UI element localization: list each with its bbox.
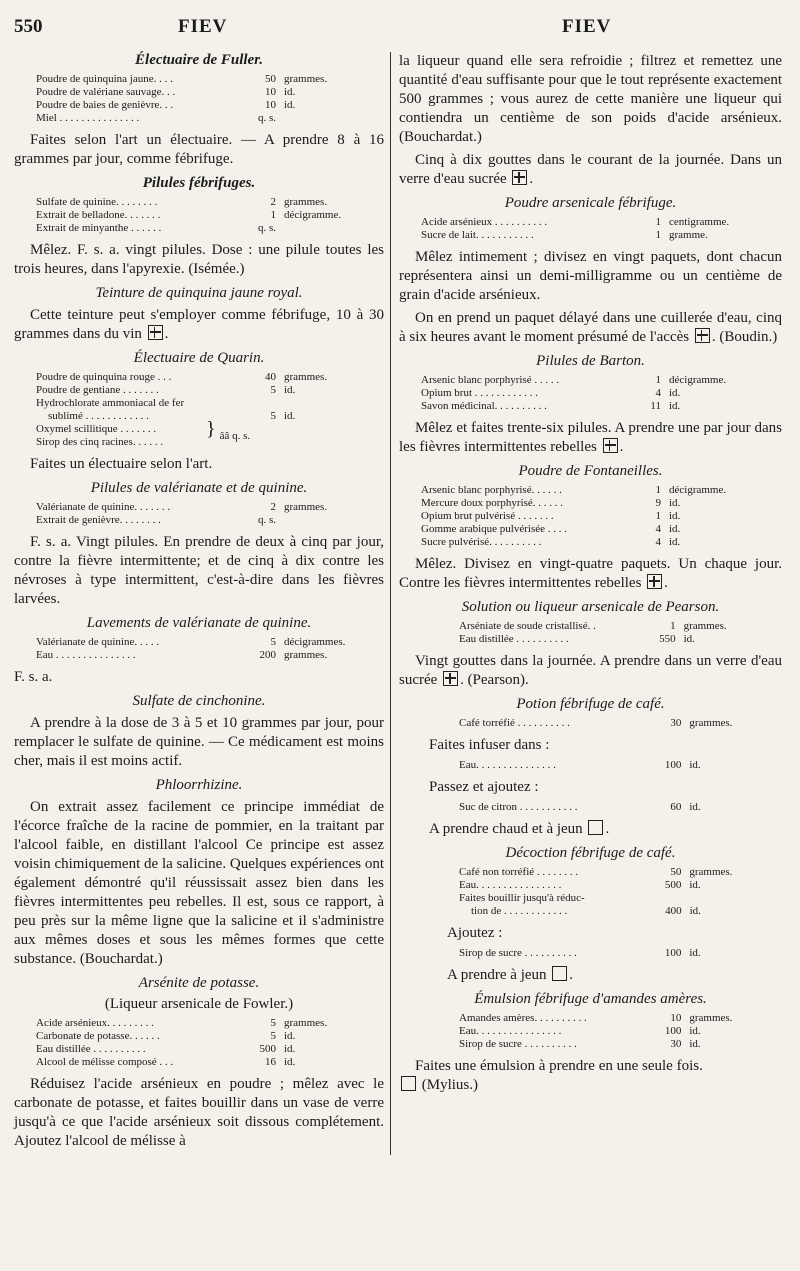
- page-header: [14, 16, 786, 46]
- paragraph: Mêlez intimement ; divisez en vingt paquets, dont chacun représentera ainsi un demi-milligramme ou un centième de grain d'acide arsénieux.: [399, 249, 782, 303]
- paragraph: Ajoutez :: [447, 925, 503, 941]
- paragraph: On en prend un paquet délayé dans une cuillerée d'eau, cinq à six heures avant le moment présumé de l'accès . (Boudin.): [399, 310, 782, 345]
- columns: [14, 52, 790, 1155]
- running-head-left: FIEV: [178, 16, 228, 37]
- ingredient-row: Opium brut . . . . . . . . . . . . 4 id.: [421, 387, 681, 399]
- paragraph: A prendre chaud et à jeun .: [429, 821, 610, 837]
- ingredient-row: Opium brut pulvérisé . . . . . . . 1 id.: [421, 510, 681, 522]
- cross-box-icon: [695, 328, 710, 343]
- ingredient-row: Café torréfié . . . . . . . . . . 30 grammes.: [459, 717, 733, 729]
- ingredient-row: Sucre pulvérisé. . . . . . . . . . 4 id.: [421, 536, 681, 548]
- ingredient-row: Sulfate de quinine. . . . . . . . 2 grammes.: [36, 196, 328, 208]
- section-subtitle: (Liqueur arsenicale de Fowler.): [104, 996, 294, 1012]
- section-title: Sulfate de cinchonine.: [132, 693, 266, 709]
- ingredient-list: [36, 196, 384, 235]
- paragraph: F. s. a. Vingt pilules. En prendre de deux à cinq par jour, contre la fièvre intermittente; et de cinq à dix contre les névroses à type intermittent, c'est-à-dire dans les fièvres larvées.: [14, 534, 384, 607]
- section-title: Électuaire de Fuller.: [135, 52, 263, 68]
- ingredient-row: sublimé . . . . . . . . . . . . 5 id.: [48, 410, 296, 422]
- ingredient-row: Acide arsénieux. . . . . . . . . 5 grammes.: [36, 1017, 328, 1029]
- ingredient-row: Suc de citron . . . . . . . . . . . 60 id.: [459, 801, 701, 813]
- ingredient-row: Acide arsénieux . . . . . . . . . . 1 centigramme.: [421, 216, 730, 228]
- ingredient-row: Valérianate de quinine. . . . . . . 2 grammes.: [36, 501, 328, 513]
- ingredient-list: [459, 947, 782, 960]
- ingredient-row: Valérianate de quinine. . . . . 5 décigrammes.: [36, 636, 346, 648]
- ingredient-row: Extrait de belladone. . . . . . . 1 décigramme.: [36, 209, 342, 221]
- section-title: Poudre de Fontaneilles.: [518, 463, 663, 479]
- ingredient-row: Amandes amères. . . . . . . . . . 10 grammes.: [459, 1012, 733, 1024]
- section-title: Émulsion fébrifuge d'amandes amères.: [474, 991, 707, 1007]
- ingredient-row: Hydrochlorate ammoniacal de fer: [36, 397, 185, 409]
- ingredient-row: Eau distillée . . . . . . . . . . 500 id.: [36, 1043, 296, 1055]
- section-title: Arsénite de potasse.: [138, 975, 260, 991]
- ingredient-row: Extrait de minyanthe . . . . . . q. s.: [36, 222, 276, 234]
- section-title: Pilules de valérianate et de quinine.: [90, 480, 308, 496]
- ingredient-row: Mercure doux porphyrisé. . . . . . 9 id.: [421, 497, 681, 509]
- ingredient-row: Sucre de lait. . . . . . . . . . . 1 gramme.: [421, 229, 708, 241]
- ingredient-row: Eau. . . . . . . . . . . . . . . 100 id.: [459, 759, 701, 771]
- ingredient-list: [36, 636, 384, 662]
- ingredient-list: [421, 374, 782, 413]
- empty-box-icon: [552, 966, 567, 981]
- ingredient-row: Eau . . . . . . . . . . . . . . . 200 grammes.: [36, 649, 328, 661]
- cross-box-icon: [443, 671, 458, 686]
- ingredient-list: [459, 801, 782, 814]
- paragraph: Mêlez et faites trente-six pilules. A prendre une par jour dans les fièvres intermittentes rebelles .: [399, 420, 782, 455]
- ingredient-row: Eau distillée . . . . . . . . . . 550 id.: [459, 633, 695, 645]
- section-title: Pilules de Barton.: [536, 353, 645, 369]
- paragraph: Faites selon l'art un électuaire. — A prendre 8 à 16 grammes par jour, comme fébrifuge.: [14, 132, 384, 167]
- ingredient-row-braced: Oxymel scillitique . . . . . . . Sirop des cinq racines. . . . . . } ââ q. s.: [36, 418, 251, 448]
- paragraph: Mêlez. Divisez en vingt-quatre paquets. Un chaque jour. Contre les fièvres intermittentes rebelles .: [399, 556, 782, 591]
- cross-box-icon: [647, 574, 662, 589]
- ingredient-row: Savon médicinal. . . . . . . . . . 11 id.: [421, 400, 681, 412]
- ingredient-list: [459, 866, 782, 918]
- cross-box-icon: [148, 325, 163, 340]
- section-title: Teinture de quinquina jaune royal.: [95, 285, 303, 301]
- ingredient-list: [36, 73, 384, 125]
- ingredient-row: Poudre de quinquina rouge . . . 40 grammes.: [36, 371, 328, 383]
- ingredient-row: Sirop de sucre . . . . . . . . . . 100 id.: [459, 947, 701, 959]
- paragraph: Faites une émulsion à prendre en une seule fois. (Mylius.): [399, 1057, 782, 1095]
- ingredient-row: Arséniate de soude cristallisé. . 1 grammes.: [459, 620, 727, 632]
- ingredient-row: Café non torréfié . . . . . . . . 50 grammes.: [459, 866, 733, 878]
- section-title: Décoction fébrifuge de café.: [505, 845, 676, 861]
- ingredient-list: [459, 1012, 782, 1051]
- ingredient-row: Extrait de genièvre. . . . . . . . q. s.: [36, 514, 276, 526]
- paragraph: Cinq à dix gouttes dans le courant de la journée. Dans un verre d'eau sucrée .: [399, 152, 782, 187]
- ingredient-list: [421, 216, 782, 242]
- ingredient-row: tion de . . . . . . . . . . . . 400 id.: [471, 905, 701, 917]
- section-title: Poudre arsenicale fébrifuge.: [504, 195, 677, 211]
- ingredient-row: Poudre de valériane sauvage. . . 10 id.: [36, 86, 296, 98]
- ingredient-row: Faites bouillir jusqu'à réduc-: [459, 892, 585, 904]
- ingredient-row: Poudre de gentiane . . . . . . . 5 id.: [36, 384, 296, 396]
- ingredient-row: Alcool de mélisse composé . . . 16 id.: [36, 1056, 296, 1068]
- running-head-right: FIEV: [562, 16, 612, 37]
- paragraph: On extrait assez facilement ce principe immédiat de l'écorce fraîche de la racine de pommier, en la traitant par l'alcool faible, en distillant l'alcool Ce principe est assez voisin chimiquement de la salicine. Quelques expériences ont également démontré qu'il réussissait assez bien dans les fièvres intermittentes peu rebelles. Il est, sous ce rapport, à peu près sur la même ligne que la salicine et il s'administre aux mêmes doses et sous les mêmes formes que cette substance. (Bouchardat.): [14, 799, 384, 967]
- ingredient-row: Arsenic blanc porphyrisé. . . . . . 1 décigramme.: [421, 484, 727, 496]
- ingredient-row: Eau. . . . . . . . . . . . . . . . 500 id.: [459, 879, 701, 891]
- ingredient-list: [459, 620, 782, 646]
- paragraph: Réduisez l'acide arsénieux en poudre ; mêlez avec le carbonate de potasse, et faites bouillir dans un vase de verre jusqu'à ce que l'acide arsénieux soit dissous complétement. Ajoutez l'alcool de mélisse à: [14, 1076, 384, 1149]
- section-title: Lavements de valérianate de quinine.: [86, 615, 312, 631]
- paragraph: Cette teinture peut s'employer comme fébrifuge, 10 à 30 grammes dans du vin .: [14, 307, 384, 342]
- right-column: [390, 52, 782, 1155]
- section-title: Pilules fébrifuges.: [142, 175, 256, 191]
- paragraph: Vingt gouttes dans la journée. A prendre dans un verre d'eau sucrée . (Pearson).: [399, 653, 782, 688]
- ingredient-row: Arsenic blanc porphyrisé . . . . . 1 décigramme.: [421, 374, 727, 386]
- page-number: 550: [14, 16, 43, 37]
- ingredient-row: Poudre de baies de genièvre. . . 10 id.: [36, 99, 296, 111]
- section-title: Solution ou liqueur arsenicale de Pearson.: [461, 599, 720, 615]
- paragraph: F. s. a.: [14, 669, 53, 685]
- ingredient-row: Poudre de quinquina jaune. . . . 50 grammes.: [36, 73, 328, 85]
- empty-box-icon: [401, 1076, 416, 1091]
- ingredient-list: [36, 501, 384, 527]
- section-title: Potion fébrifuge de café.: [516, 696, 665, 712]
- ingredient-list: [36, 1017, 384, 1069]
- paragraph: Mêlez. F. s. a. vingt pilules. Dose : une pilule toutes les trois heures, dans l'apyrexie. (Isémée.): [14, 242, 384, 277]
- paragraph: Faites infuser dans :: [429, 737, 550, 753]
- ingredient-row: Sirop de sucre . . . . . . . . . . 30 id.: [459, 1038, 701, 1050]
- paragraph: Passez et ajoutez :: [429, 779, 539, 795]
- ingredient-list: [36, 371, 384, 449]
- paragraph: A prendre à jeun .: [447, 967, 574, 983]
- section-title: Phloorrhizine.: [155, 777, 243, 793]
- cross-box-icon: [603, 438, 618, 453]
- ingredient-row: Miel . . . . . . . . . . . . . . . q. s.: [36, 112, 276, 124]
- section-title: Électuaire de Quarin.: [133, 350, 265, 366]
- paragraph: Faites un électuaire selon l'art.: [30, 456, 213, 472]
- left-column: [14, 52, 390, 1155]
- cross-box-icon: [512, 170, 527, 185]
- ingredient-list: [459, 717, 782, 730]
- ingredient-row: Gomme arabique pulvérisée . . . . 4 id.: [421, 523, 681, 535]
- ingredient-row: Carbonate de potasse. . . . . . 5 id.: [36, 1030, 296, 1042]
- paragraph: la liqueur quand elle sera refroidie ; filtrez et remettez une quantité d'eau suffisante pour que le tout représente exactement 500 grammes ; vous aurez de cette manière une liqueur qui contiendra un centième de son poids d'acide arsénieux. (Bouchardat.): [399, 53, 782, 145]
- ingredient-row: Eau. . . . . . . . . . . . . . . . 100 id.: [459, 1025, 701, 1037]
- empty-box-icon: [588, 820, 603, 835]
- ingredient-list: [421, 484, 782, 549]
- paragraph: A prendre à la dose de 3 à 5 et 10 grammes par jour, pour remplacer le sulfate de quinine. — Ce médicament est moins cher, mais il est moins actif.: [14, 715, 384, 769]
- ingredient-list: [459, 759, 782, 772]
